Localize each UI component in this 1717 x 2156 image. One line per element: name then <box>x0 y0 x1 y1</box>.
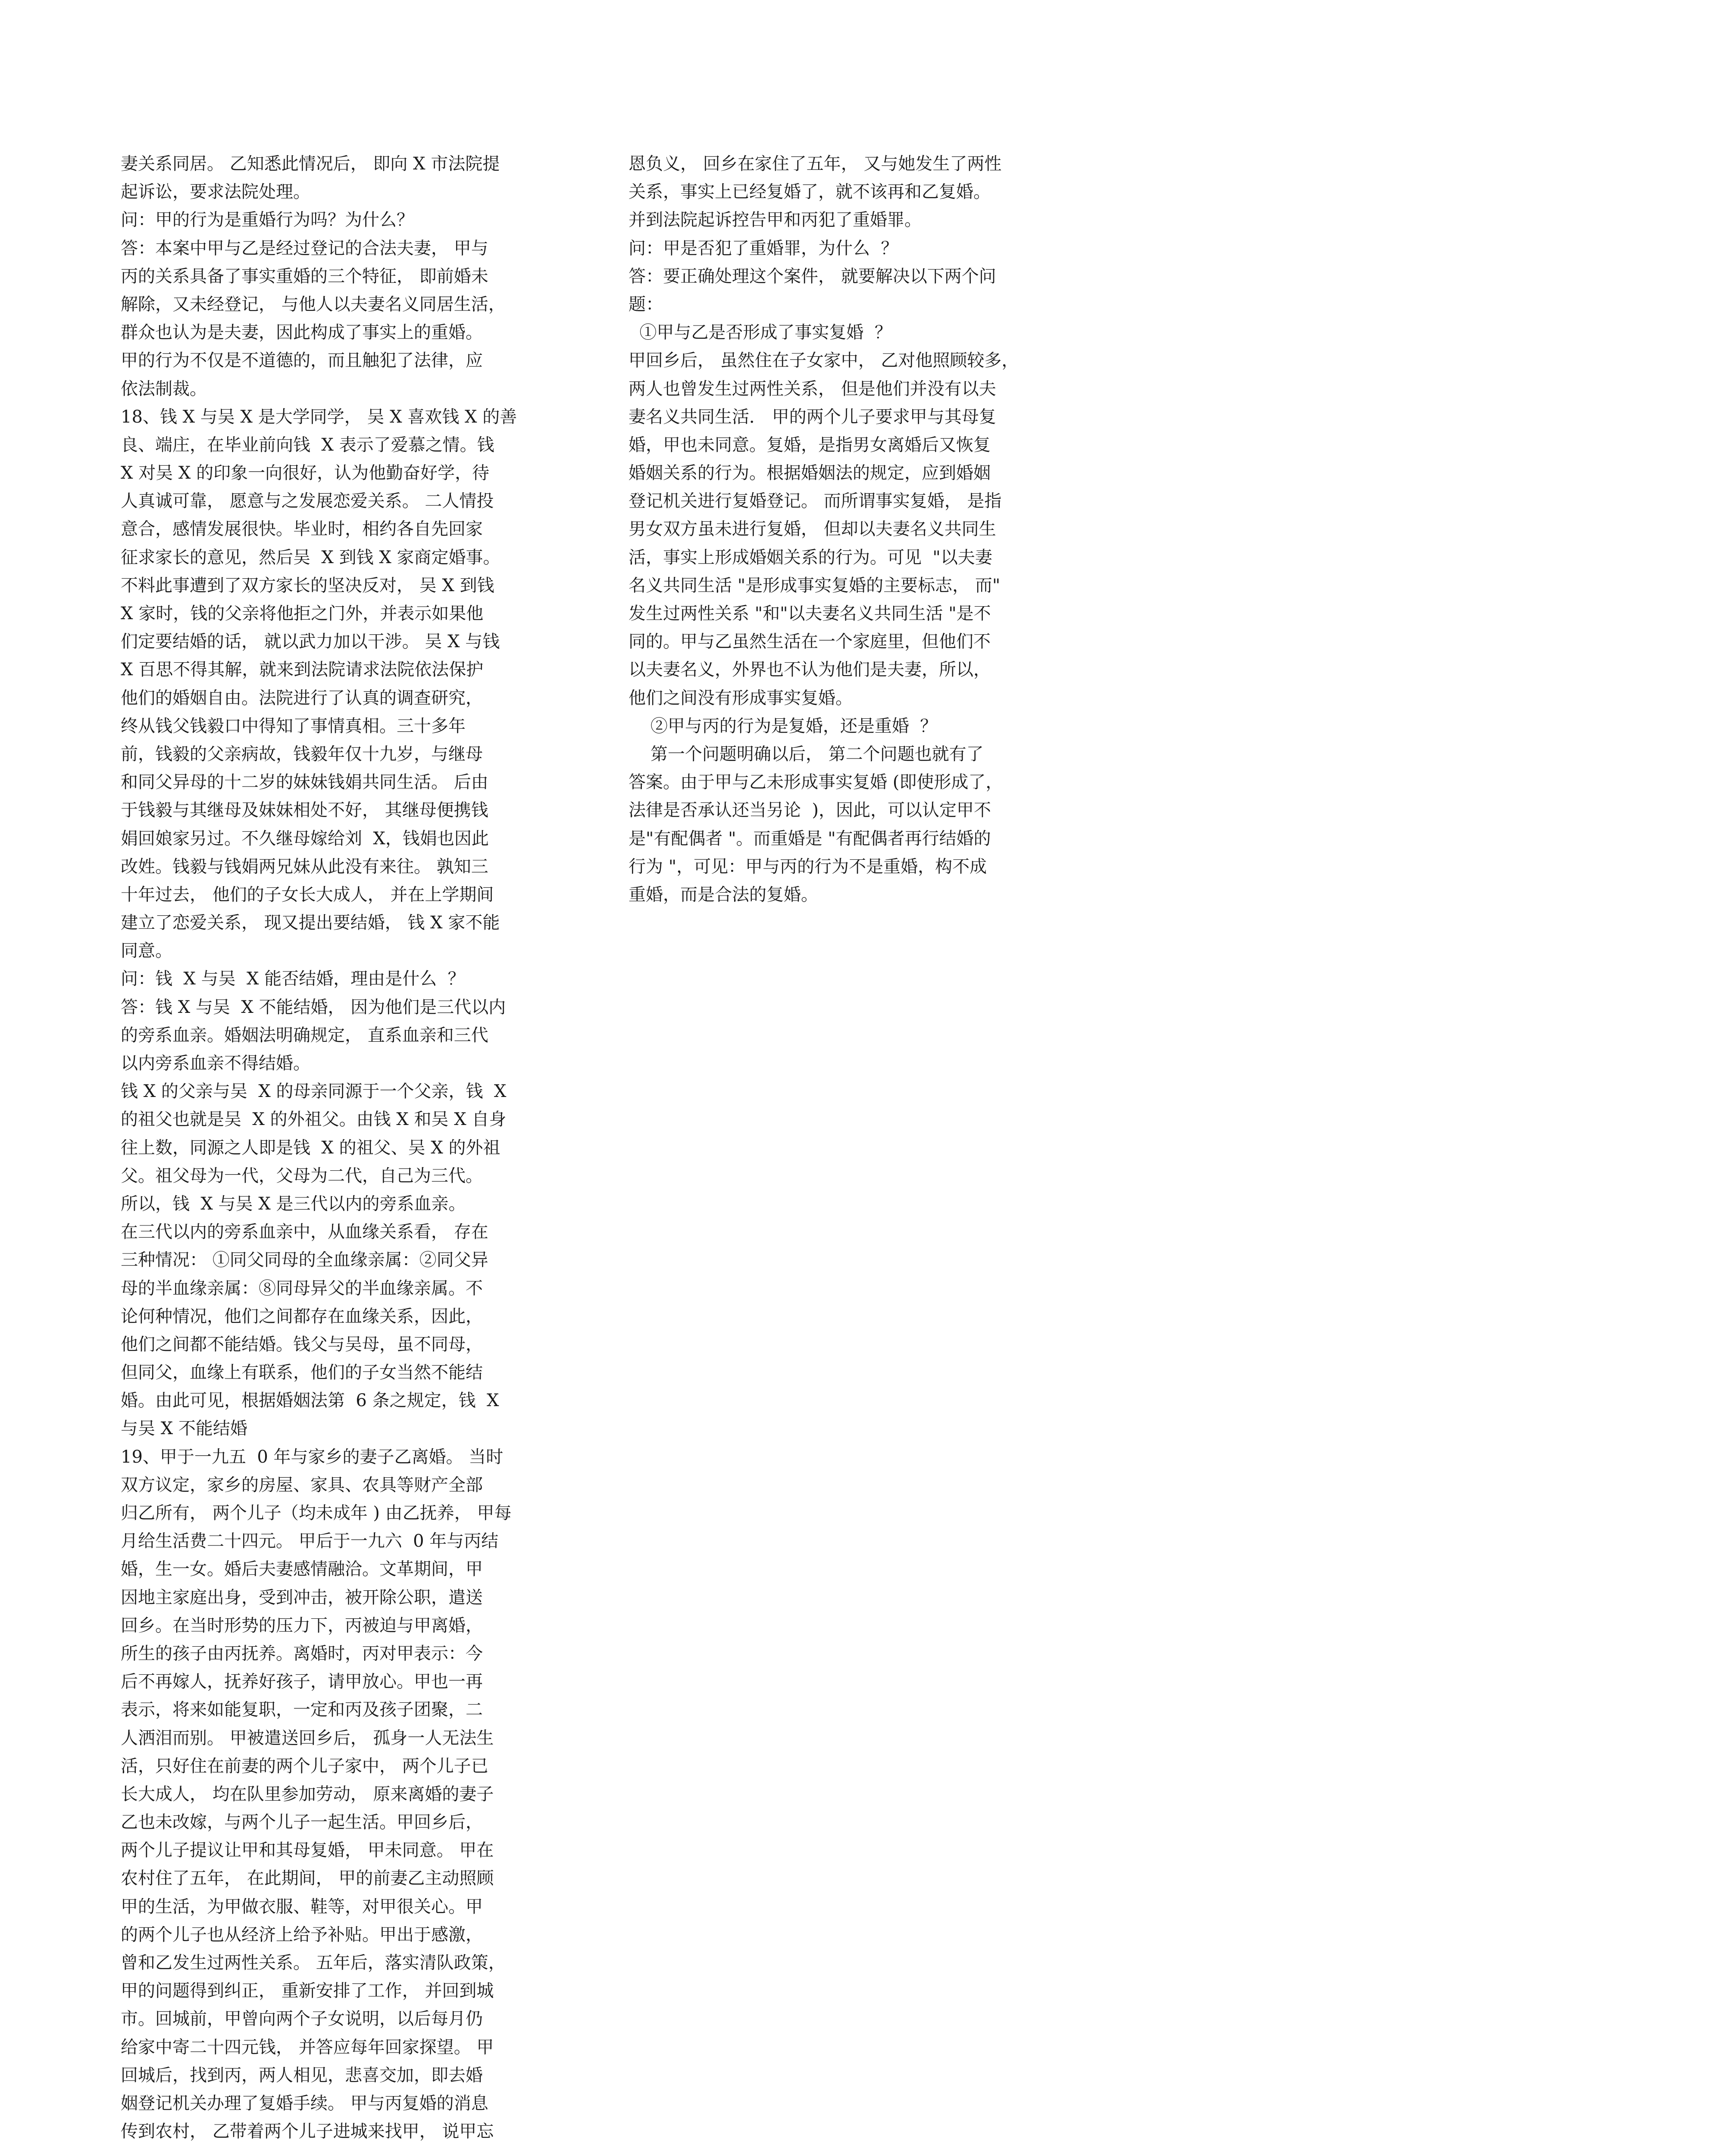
left-column-text-line: 于钱毅与其继母及妹妹相处不好， 其继母便携钱 <box>121 800 488 821</box>
left-column-text-line: 论何种情况，他们之间都存在血缘关系，因此， <box>121 1306 483 1326</box>
left-column-text-line: 表示，将来如能复职，一定和丙及孩子团聚，二 <box>121 1700 483 1720</box>
right-column-text-line: 婚，甲也未同意。复婚，是指男女离婚后又恢复 <box>629 435 991 455</box>
right-column-text-line: 名义共同生活 "是形成事实复婚的主要标志， 而" <box>629 575 1001 595</box>
left-column-text-line: 以内旁系血亲不得结婚。 <box>121 1053 310 1073</box>
left-column-text-line: 后不再嫁人，抚养好孩子，请甲放心。甲也一再 <box>121 1672 483 1692</box>
left-column-text-line: 给家中寄二十四元钱， 并答应每年回家探望。 甲 <box>121 2037 494 2057</box>
right-column-text-line: 重婚，而是合法的复婚。 <box>629 884 818 905</box>
left-column-text-line: 妻关系同居。 乙知悉此情况后， 即向 X 市法院提 <box>121 154 500 174</box>
left-column-text-line: 群众也认为是夫妻，因此构成了事实上的重婚。 <box>121 323 483 343</box>
left-column-text-line: 意合，感情发展很快。毕业时，相约各自先回家 <box>121 519 483 539</box>
right-column-text-line: 并到法院起诉控告甲和丙犯了重婚罪。 <box>629 210 922 230</box>
left-column-text-line: 丙的关系具备了事实重婚的三个特征， 即前婚未 <box>121 266 488 286</box>
left-column-text-line: 依法制裁。 <box>121 379 207 399</box>
left-column-text-line: 人洒泪而别。 甲被遣送回乡后， 孤身一人无法生 <box>121 1728 494 1748</box>
right-column-text-line: 第一个问题明确以后， 第二个问题也就有了 <box>629 744 984 764</box>
left-column-text-line: 传到农村， 乙带着两个儿子进城来找甲， 说甲忘 <box>121 2122 494 2142</box>
left-column-text-line: 婚。由此可见，根据婚姻法第 6 条之规定，钱 X <box>121 1391 499 1411</box>
left-column-text-line: 与吴 X 不能结婚 <box>121 1419 247 1439</box>
right-column-text-line: 同的。甲与乙虽然生活在一个家庭里，但他们不 <box>629 632 991 652</box>
right-column-text-line: 题： <box>629 294 663 314</box>
left-column-text-line: 18、钱 X 与吴 X 是大学同学， 吴 X 喜欢钱 X 的善 <box>121 407 517 427</box>
right-column-text-line: ①甲与乙是否形成了事实复婚 ？ <box>629 323 892 343</box>
left-column-text-line: 问：甲的行为是重婚行为吗？为什么？ <box>121 210 414 230</box>
right-column-text-line: 答案。由于甲与乙未形成事实复婚 (即使形成了， <box>629 772 1003 793</box>
left-column-text-line: 甲的问题得到纠正， 重新安排了工作， 并回到城 <box>121 1981 494 2001</box>
left-column-text-line: 所以，钱 X 与吴 X 是三代以内的旁系血亲。 <box>121 1194 466 1214</box>
left-column-text-line: 建立了恋爱关系， 现又提出要结婚， 钱 X 家不能 <box>121 913 500 933</box>
left-column-text-line: 母的半血缘亲属：⑧同母异父的半血缘亲属。不 <box>121 1278 483 1298</box>
right-column-text-line: 甲回乡后， 虽然住在子女家中， 乙对他照顾较多， <box>629 351 1019 371</box>
left-column-text-line: 乙也未改嫁，与两个儿子一起生活。甲回乡后， <box>121 1812 483 1833</box>
right-column-text-line: ②甲与丙的行为是复婚，还是重婚 ？ <box>629 716 938 736</box>
left-column-text-line: 但同父，血缘上有联系，他们的子女当然不能结 <box>121 1363 483 1383</box>
left-column-text-line: 良、端庄，在毕业前向钱 X 表示了爱慕之情。钱 <box>121 435 494 455</box>
left-column-text-line: 解除，又未经登记， 与他人以夫妻名义同居生活， <box>121 294 506 314</box>
left-column-text-line: 征求家长的意见，然后吴 X 到钱 X 家商定婚事。 <box>121 547 500 567</box>
right-column-text-line: 婚姻关系的行为。根据婚姻法的规定，应到婚姻 <box>629 463 991 483</box>
right-column-text-line: 两人也曾发生过两性关系， 但是他们并没有以夫 <box>629 379 996 399</box>
right-column-text-line: 活，事实上形成婚姻关系的行为。可见 "以夫妻 <box>629 547 992 567</box>
left-column-text-line: 不料此事遭到了双方家长的坚决反对， 吴 X 到钱 <box>121 575 494 595</box>
left-column-text-line: 归乙所有， 两个儿子（均未成年 ) 由乙抚养， 甲每 <box>121 1503 512 1523</box>
left-column-text-line: 问：钱 X 与吴 X 能否结婚，理由是什么 ？ <box>121 969 465 989</box>
right-column-text-line: 答：要正确处理这个案件， 就要解决以下两个问 <box>629 266 996 286</box>
right-text-column <box>629 150 1092 909</box>
left-column-text-line: 双方议定，家乡的房屋、家具、农具等财产全部 <box>121 1475 483 1495</box>
right-column-text-line: 登记机关进行复婚登记。 而所谓事实复婚， 是指 <box>629 491 1002 511</box>
right-column-text-line: 男女双方虽未进行复婚， 但却以夫妻名义共同生 <box>629 519 996 539</box>
left-column-text-line: 三种情况： ①同父同母的全血缘亲属：②同父异 <box>121 1250 488 1270</box>
left-column-text-line: 们定要结婚的话， 就以武力加以干涉。 吴 X 与钱 <box>121 632 500 652</box>
right-column-text-line: 行为 "，可见：甲与丙的行为不是重婚，构不成 <box>629 856 987 877</box>
left-column-text-line: 和同父异母的十二岁的妹妹钱娟共同生活。 后由 <box>121 772 488 793</box>
right-column-text-line: 妻名义共同生活． 甲的两个儿子要求甲与其母复 <box>629 407 996 427</box>
left-column-text-line: 人真诚可靠， 愿意与之发展恋爱关系。 二人情投 <box>121 491 494 511</box>
left-column-text-line: 市。回城前，甲曾向两个子女说明，以后每月仍 <box>121 2009 483 2029</box>
left-column-text-line: X 家时，钱的父亲将他拒之门外，并表示如果他 <box>121 604 484 624</box>
left-column-text-line: 的旁系血亲。婚姻法明确规定， 直系血亲和三代 <box>121 1025 488 1045</box>
left-column-text-line: 婚，生一女。婚后夫妻感情融洽。文革期间，甲 <box>121 1559 483 1579</box>
left-column-text-line: 曾和乙发生过两性关系。 五年后，落实清队政策， <box>121 1953 506 1973</box>
left-column-text-line: 钱 X 的父亲与吴 X 的母亲同源于一个父亲，钱 X <box>121 1081 507 1102</box>
left-column-text-line: 起诉讼，要求法院处理。 <box>121 182 310 202</box>
left-column-text-line: 活，只好住在前妻的两个儿子家中， 两个儿子已 <box>121 1756 488 1776</box>
left-column-text-line: 十年过去， 他们的子女长大成人， 并在上学期间 <box>121 884 494 905</box>
left-column-text-line: 19、甲于一九五 0 年与家乡的妻子乙离婚。 当时 <box>121 1447 504 1467</box>
left-column-text-line: 的两个儿子也从经济上给予补贴。甲出于感激， <box>121 1924 483 1945</box>
right-column-text-line: 是"有配偶者 "。而重婚是 "有配偶者再行结婚的 <box>629 828 991 849</box>
left-column-text-line: 答：钱 X 与吴 X 不能结婚， 因为他们是三代以内 <box>121 997 506 1017</box>
left-column-text-line: X 对吴 X 的印象一向很好，认为他勤奋好学，待 <box>121 463 490 483</box>
right-column-text-line: 关系，事实上已经复婚了，就不该再和乙复婚。 <box>629 182 991 202</box>
left-column-text-line: 前，钱毅的父亲病故，钱毅年仅十九岁，与继母 <box>121 744 483 764</box>
left-column-text-line: 父。祖父母为一代，父母为二代，自己为三代。 <box>121 1166 483 1186</box>
left-text-column <box>121 150 584 2146</box>
left-column-text-line: 两个儿子提议让甲和其母复婚， 甲未同意。 甲在 <box>121 1840 494 1861</box>
left-column-text-line: 回城后，找到丙，两人相见，悲喜交加，即去婚 <box>121 2065 483 2085</box>
left-column-text-line: 甲的行为不仅是不道德的，而且触犯了法律，应 <box>121 351 483 371</box>
left-column-text-line: 同意。 <box>121 941 172 961</box>
left-column-text-line: 回乡。在当时形势的压力下，丙被迫与甲离婚， <box>121 1615 483 1636</box>
right-column-text-line: 他们之间没有形成事实复婚。 <box>629 688 853 708</box>
left-column-text-line: 因地主家庭出身，受到冲击，被开除公职，遣送 <box>121 1587 483 1608</box>
left-column-text-line: 娟回娘家另过。不久继母嫁给刘 X，钱娟也因此 <box>121 828 489 849</box>
left-column-text-line: 往上数，同源之人即是钱 X 的祖父、吴 X 的外祖 <box>121 1138 500 1158</box>
left-column-text-line: 农村住了五年， 在此期间， 甲的前妻乙主动照顾 <box>121 1868 494 1889</box>
left-column-text-line: 答：本案中甲与乙是经过登记的合法夫妻， 甲与 <box>121 238 488 258</box>
left-column-text-line: 终从钱父钱毅口中得知了事情真相。三十多年 <box>121 716 466 736</box>
left-column-text-line: 的祖父也就是吴 X 的外祖父。由钱 X 和吴 X 自身 <box>121 1109 507 1130</box>
right-column-text-line: 发生过两性关系 "和"以夫妻名义共同生活 "是不 <box>629 604 991 624</box>
left-column-text-line: 长大成人， 均在队里参加劳动， 原来离婚的妻子 <box>121 1784 494 1804</box>
right-column-text-line: 以夫妻名义，外界也不认为他们是夫妻，所以， <box>629 660 991 680</box>
left-column-text-line: 在三代以内的旁系血亲中，从血缘关系看， 存在 <box>121 1222 488 1242</box>
right-column-text-line: 问：甲是否犯了重婚罪，为什么 ？ <box>629 238 898 258</box>
left-column-text-line: 姻登记机关办理了复婚手续。 甲与丙复婚的消息 <box>121 2093 488 2113</box>
left-column-text-line: 月给生活费二十四元。 甲后于一九六 0 年与丙结 <box>121 1531 499 1551</box>
right-column-text-line: 恩负义， 回乡在家住了五年， 又与她发生了两性 <box>629 154 1002 174</box>
right-column-text-line: 法律是否承认还当另论 )，因此，可以认定甲不 <box>629 800 991 821</box>
left-column-text-line: 改姓。钱毅与钱娟两兄妹从此没有来往。 孰知三 <box>121 856 488 877</box>
left-column-text-line: X 百思不得其解，就来到法院请求法院依法保护 <box>121 660 484 680</box>
left-column-text-line: 所生的孩子由丙抚养。离婚时，丙对甲表示：今 <box>121 1643 483 1664</box>
left-column-text-line: 甲的生活，为甲做衣服、鞋等，对甲很关心。甲 <box>121 1896 483 1917</box>
left-column-text-line: 他们之间都不能结婚。钱父与吴母，虽不同母， <box>121 1334 483 1354</box>
left-column-text-line: 他们的婚姻自由。法院进行了认真的调查研究， <box>121 688 483 708</box>
